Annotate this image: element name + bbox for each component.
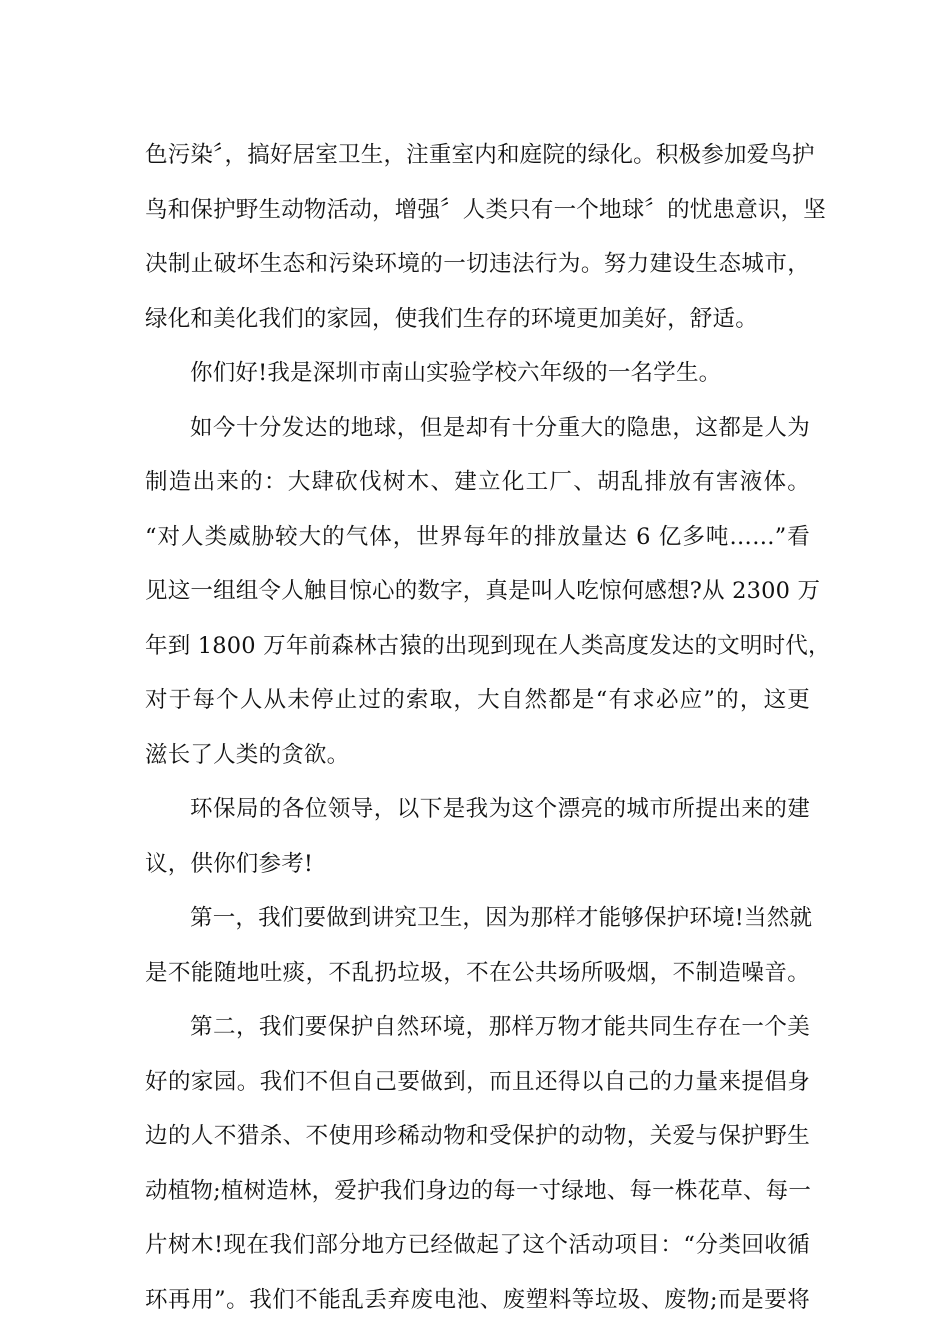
text-line: 是不能随地吐痰，不乱扔垃圾，不在公共场所吸烟，不制造噪音。 [145,959,810,986]
text-line: 议，供你们参考! [145,850,314,877]
text-line: 鸟和保护野生动物活动，增强〞人类只有一个地球〞的忧患意识，坚 [145,196,827,223]
text-line: 色污染〞，搞好居室卫生，注重室内和庭院的绿化。积极参加爱鸟护 [145,142,815,168]
text-line: 片树木!现在我们部分地方已经做起了这个活动项目：“分类回收循 [145,1232,810,1258]
text-line: 第二，我们要保护自然环境，那样万物才能共同生存在一个美 [190,1014,810,1040]
text-line: 边的人不猎杀、不使用珍稀动物和受保护的动物，关爱与保护野生 [145,1123,810,1149]
text-line: 环保局的各位领导，以下是我为这个漂亮的城市所提出来的建 [190,796,810,822]
text-line: 第一，我们要做到讲究卫生，因为那样才能够保护环境!当然就 [190,905,813,931]
text-line: 环再用”。我们不能乱丢弃废电池、废塑料等垃圾、废物;而是要将 [145,1286,810,1313]
text-line: 动植物;植树造林，爱护我们身边的每一寸绿地、每一株花草、每一 [145,1177,812,1204]
text-line: 绿化和美化我们的家园，使我们生存的环境更加美好，舒适。 [145,305,758,332]
text-line: 决制止破坏生态和污染环境的一切违法行为。努力建设生态城市， [145,251,810,277]
document-body [145,128,831,1327]
text-line: 如今十分发达的地球，但是却有十分重大的隐患，这都是人为 [190,414,810,441]
text-line: 你们好!我是深圳市南山实验学校六年级的一名学生。 [190,360,722,386]
text-line: 年到 1800 万年前森林古猿的出现到现在人类高度发达的文明时代， [145,632,831,659]
text-line: “对人类威胁较大的气体，世界每年的排放量达 6 亿多吨……”看 [145,523,810,550]
text-line: 滋长了人类的贪欲。 [145,741,350,768]
text-line: 对于每个人从未停止过的索取，大自然都是“有求必应”的，这更 [145,687,810,713]
text-line: 制造出来的：大肆砍伐树木、建立化工厂、胡乱排放有害液体。 [145,469,810,495]
text-line: 见这一组组令人触目惊心的数字，真是叫人吃惊何感想?从 2300 万 [145,578,821,604]
text-line: 好的家园。我们不但自己要做到，而且还得以自己的力量来提倡身 [145,1068,810,1095]
